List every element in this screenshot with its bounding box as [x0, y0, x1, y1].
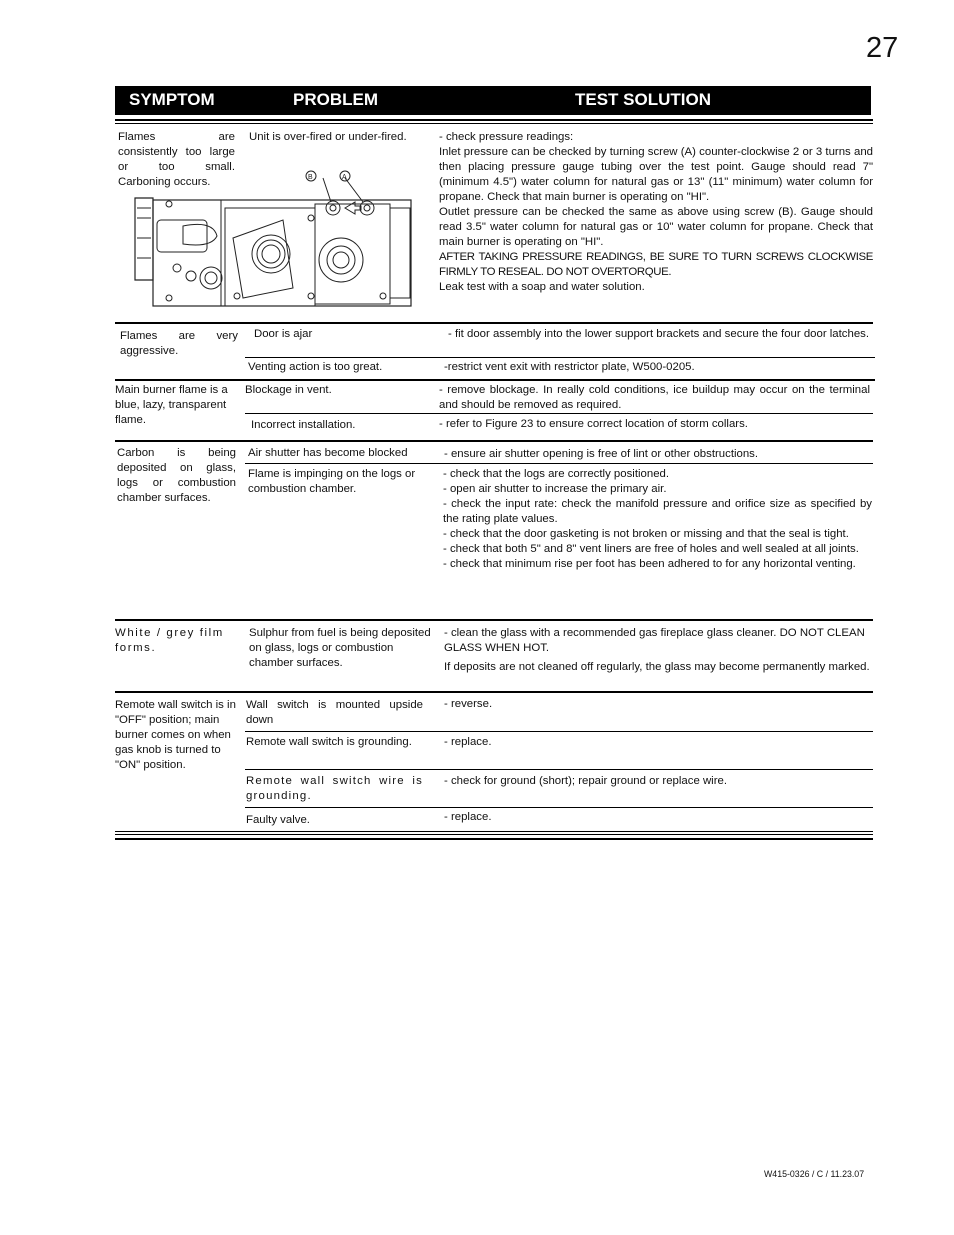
table-header — [115, 86, 871, 115]
header-symptom: SYMPTOM — [129, 90, 215, 109]
solution-line: - clean the glass with a recommended gas fireplace glass cleaner. DO NOT CLEAN GLASS WHEN HOT. — [444, 627, 865, 654]
solution-cell — [439, 130, 873, 295]
document-id-footer: W415-0326 / C / 11.23.07 — [764, 1169, 865, 1179]
solution-line: Leak test with a soap and water solution. — [439, 281, 645, 293]
divider — [115, 123, 873, 124]
divider — [115, 831, 873, 832]
gas-valve-diagram — [133, 168, 412, 310]
divider — [245, 769, 873, 770]
divider — [115, 834, 873, 835]
symptom-cell: Main burner flame is a blue, lazy, transparent flame. — [115, 384, 228, 426]
header-test-solution: TEST SOLUTION — [575, 90, 711, 109]
problem-cell: Sulphur from fuel is being deposited on glass, logs or combustion chamber surfaces. — [249, 627, 431, 669]
symptom-cell: Flames are very aggressive. — [120, 330, 238, 357]
solution-line: - check the input rate: check the manifold pressure and orifice size as specified by the rating plate values. — [443, 498, 872, 525]
divider — [245, 357, 875, 358]
solution-cell: - refer to Figure 23 to ensure correct location of storm collars. — [439, 418, 748, 430]
solution-line: - check that minimum rise per foot has been adhered to for any horizontal venting. — [443, 558, 856, 570]
symptom-cell: Remote wall switch is in "OFF" position; main burner comes on when gas knob is turned to "ON" position. — [115, 699, 236, 771]
solution-line: - check that the logs are correctly positioned. — [443, 468, 670, 480]
solution-cell: - fit door assembly into the lower support brackets and secure the four door latches. — [448, 328, 870, 340]
problem-cell: Venting action is too great. — [248, 361, 383, 373]
problem-cell: Flame is impinging on the logs or combustion chamber. — [248, 468, 416, 495]
page-number: 27 — [866, 32, 899, 64]
solution-line: - check that both 5" and 8" vent liners are free of holes and well sealed at all joints. — [443, 543, 859, 555]
solution-cell: -restrict vent exit with restrictor plate, W500-0205. — [444, 361, 695, 373]
problem-cell: Remote wall switch wire is grounding. — [246, 775, 423, 802]
symptom-cell: Flames are consistently too large or too small. Carboning occurs. — [118, 131, 235, 188]
solution-line: AFTER TAKING PRESSURE READINGS, BE SURE TO TURN SCREWS CLOCKWISE FIRMLY TO RESEAL. DO NOT OVERTORQUE. — [439, 251, 873, 278]
divider — [115, 691, 873, 693]
divider — [245, 463, 873, 464]
solution-cell: - remove blockage. In really cold conditions, ice buildup may occur on the terminal and should be removed as required. — [439, 384, 870, 411]
divider — [245, 413, 873, 414]
solution-line: - open air shutter to increase the primary air. — [443, 483, 667, 495]
symptom-cell: White / grey film forms. — [115, 627, 224, 654]
problem-cell: Incorrect installation. — [251, 419, 356, 431]
solution-cell — [443, 467, 872, 572]
label-b: B — [308, 174, 313, 181]
divider — [115, 440, 873, 442]
problem-cell: Unit is over-fired or under-fired. — [249, 131, 407, 143]
solution-cell: - ensure air shutter opening is free of lint or other obstructions. — [444, 448, 759, 460]
solution-cell: - replace. — [444, 811, 492, 823]
divider — [115, 379, 875, 381]
solution-line: Inlet pressure can be checked by turning screw (A) counter-clockwise 2 or 3 turns and then placing pressure gauge tubing over the test point. Gauge should read 7" (minimum 4.5") water column for natural gas or 13" (11" minimum) water column for propane. Check that main burner is operating on "HI". — [439, 146, 873, 203]
solution-cell — [444, 626, 872, 675]
divider — [115, 619, 873, 621]
solution-line: - check that the door gasketing is not broken or missing and that the seal is tight. — [443, 528, 849, 540]
divider — [245, 731, 873, 732]
solution-line: If deposits are not cleaned off regularly, the glass may become permanently marked. — [444, 661, 870, 673]
divider — [115, 322, 873, 324]
divider — [115, 119, 873, 121]
problem-cell: Air shutter has become blocked — [248, 447, 408, 459]
problem-cell: Remote wall switch is grounding. — [246, 736, 412, 748]
header-problem: PROBLEM — [293, 90, 378, 109]
problem-cell: Blockage in vent. — [245, 384, 332, 396]
problem-cell: Door is ajar — [254, 328, 313, 340]
divider — [115, 838, 873, 840]
solution-line: - check pressure readings: — [439, 131, 574, 143]
solution-line: Outlet pressure can be checked the same as above using screw (B). Gauge should read 3.5" water column for natural gas or 10" water column for propane. Check that main burner is operating on "HI". — [439, 206, 873, 248]
label-a: A — [342, 174, 347, 181]
symptom-cell: Carbon is being deposited on glass, logs or combustion chamber surfaces. — [117, 447, 236, 504]
problem-cell: Wall switch is mounted upside down — [246, 699, 423, 726]
divider — [245, 807, 873, 808]
solution-cell: - reverse. — [444, 698, 493, 710]
problem-cell: Faulty valve. — [246, 814, 310, 826]
solution-cell: - check for ground (short); repair ground or replace wire. — [444, 775, 727, 787]
solution-cell: - replace. — [444, 736, 492, 748]
